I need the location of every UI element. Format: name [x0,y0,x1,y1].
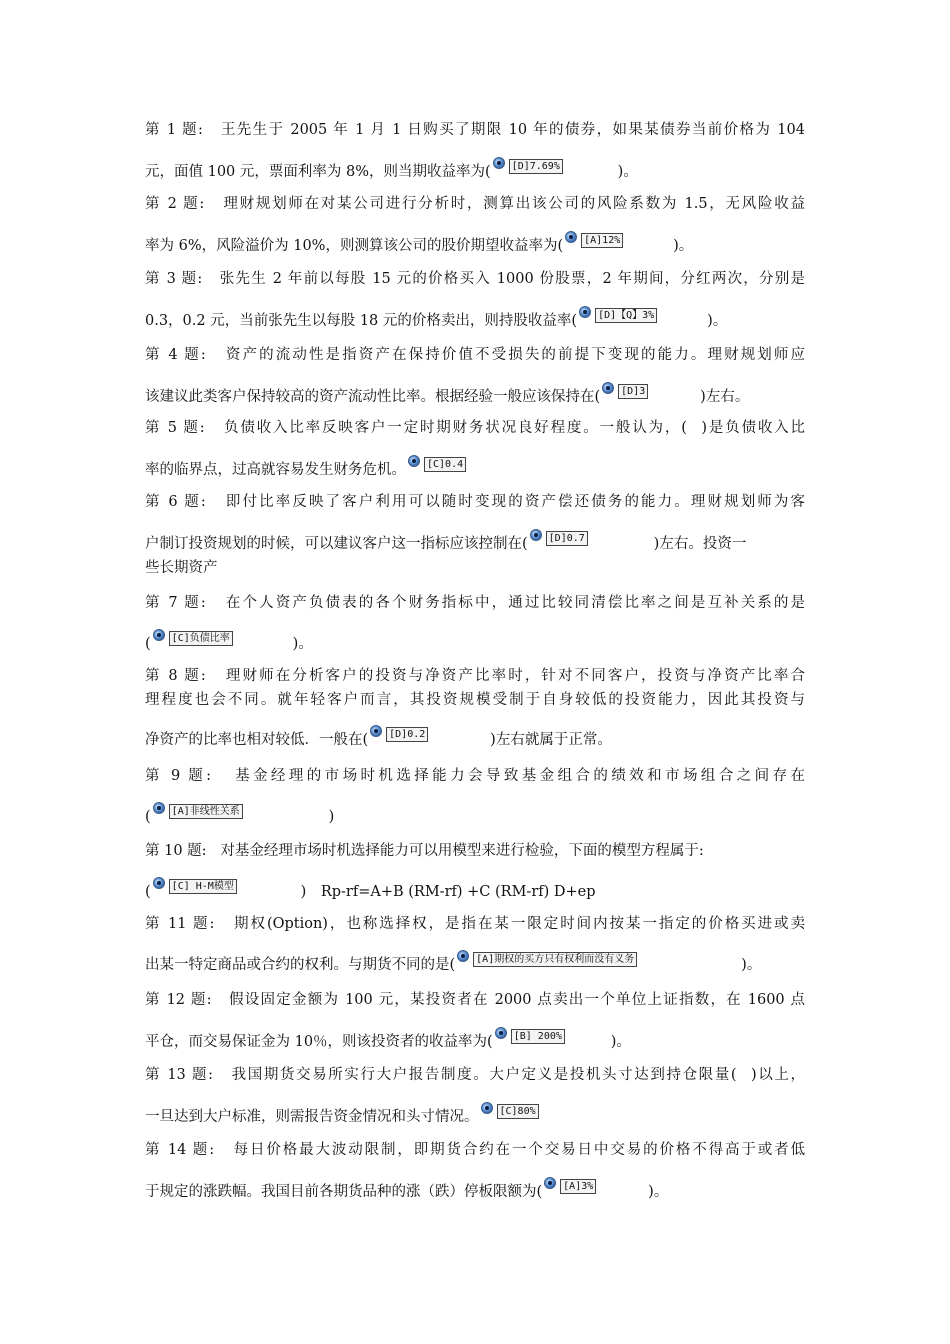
answer-option[interactable] [370,727,490,739]
answer-option[interactable] [544,1179,648,1191]
answer-option[interactable] [495,1029,611,1041]
answer-text: [C] H-M模型 [169,879,237,894]
answer-text: [C]80% [497,1104,539,1119]
answer-text: [A]非线性关系 [169,804,243,819]
question-8: 第 8 题: 理财师在分析客户的投资与净资产比率时，针对不同客户，投资与净资产比率合 理程度也会不同。就年轻客户而言，其投资规模受制于自身较低的投资能力，因此其投资与 净资产的比率也相对较低．一般在( [D]0.2 )左右就属于正常。 [145,668,806,748]
question-6: 第 6 题: 即付比率反映了客户利用可以随时变现的资产偿还债务的能力。理财规划师为客 户制订投资规划的时候，可以建议客户这一指标应该控制在( [D]0.7 )左右。投资一 些长期资产 [145,494,806,576]
answer-text: [A]期权的买方只有权利而没有义务 [473,952,637,967]
answer-text: [D]3 [618,384,648,399]
question-10: 第 10 题: 对基金经理市场时机选择能力可以用模型来进行检验，下面的模型方程属于: ( [C] H-M模型 ) Rp-rf=A+B (RM-rf) +C (RM-rf) D+ep [145,843,704,900]
answer-option[interactable] [408,457,498,469]
question-1: 第 1 题: 王先生于 2005 年 1 月 1 日购买了期限 10 年的债券，如果某债券当前价格为 104 元，面值 100 元，票面利率为 8%，则当期收益率为( [D]7.69% )。 [145,122,805,180]
answer-option[interactable] [565,233,673,245]
question-2: 第 2 题: 理财规划师在对某公司进行分析时，测算出该公司的风险系数为 1.5，无风险收益 率为 6%，风险溢价为 10%，则测算该公司的股价期望收益率为( [A]12% )。 [145,196,805,254]
radio-selected-icon[interactable] [408,455,420,467]
answer-text: [D]7.69% [509,159,563,174]
radio-selected-icon[interactable] [153,877,165,889]
radio-selected-icon[interactable] [565,231,577,243]
question-13: 第 13 题: 我国期货交易所实行大户报告制度。大户定义是投机头寸达到持仓限量( )以上， 一旦达到大户标准，则需报告资金情况和头寸情况。 [C]80% [145,1067,806,1125]
question-12: 第 12 题: 假设固定金额为 100 元，某投资者在 2000 点卖出一个单位上证指数，在 1600 点 平仓，而交易保证金为 10％，则该投资者的收益率为( [B] 200% )。 [145,992,806,1050]
answer-text: [C]负债比率 [169,631,233,646]
answer-text: [D]0.7 [546,531,588,546]
radio-selected-icon[interactable] [481,1102,493,1114]
question-7: 第 7 题: 在个人资产负债表的各个财务指标中，通过比较同清偿比率之间是互补关系的是 ( [C]负债比率 )。 [145,595,806,652]
radio-selected-icon[interactable] [370,725,382,737]
answer-option[interactable] [153,804,329,816]
radio-selected-icon[interactable] [153,802,165,814]
radio-selected-icon[interactable] [530,529,542,541]
radio-selected-icon[interactable] [579,306,591,318]
answer-option[interactable] [481,1104,571,1116]
radio-selected-icon[interactable] [493,157,505,169]
answer-text: [D]0.2 [386,727,428,742]
answer-option[interactable] [530,531,654,543]
radio-selected-icon[interactable] [457,950,469,962]
radio-selected-icon[interactable] [153,629,165,641]
question-4: 第 4 题: 资产的流动性是指资产在保持价值不受损失的前提下变现的能力。理财规划师应 该建议此类客户保持较高的资产流动性比率。根据经验一般应该保持在( [D]3 )左右。 [145,347,806,405]
question-3: 第 3 题: 张先生 2 年前以每股 15 元的价格买入 1000 份股票，2 年期间，分红两次，分别是 0.3，0.2 元，当前张先生以每股 18 元的价格卖出，则持股收益率( [D]【Q】3% )。 [145,271,805,329]
answer-option[interactable] [153,631,293,643]
answer-option[interactable] [579,308,707,320]
answer-option[interactable] [457,952,741,964]
answer-option[interactable] [153,879,301,891]
answer-text: [C]0.4 [424,457,466,472]
question-14: 第 14 题: 每日价格最大波动限制，即期货合约在一个交易日中交易的价格不得高于或者低 于规定的涨跌幅。我国目前各期货品种的涨（跌）停板限额为( [A]3% )。 [145,1142,806,1200]
radio-selected-icon[interactable] [495,1027,507,1039]
answer-text: [A]3% [560,1179,596,1194]
radio-selected-icon[interactable] [544,1177,556,1189]
answer-option[interactable] [493,159,618,171]
question-5: 第 5 题: 负债收入比率反映客户一定时期财务状况良好程度。一般认为，( )是负债收入比 率的临界点，过高就容易发生财务危机。 [C]0.4 [145,420,806,478]
answer-text: [A]12% [581,233,623,248]
answer-text: [B] 200% [511,1029,565,1044]
question-11: 第 11 题: 期权(Option)，也称选择权，是指在某一限定时间内按某一指定的价格买进或卖 出某一特定商品或合约的权利。与期货不同的是( [A]期权的买方只有权利而没有义务 )。 [145,916,806,973]
question-9: 第 9 题: 基金经理的市场时机选择能力会导致基金组合的绩效和市场组合之间存在 ( [A]非线性关系 ) [145,768,805,825]
radio-selected-icon[interactable] [602,382,614,394]
answer-text: [D]【Q】3% [595,308,657,323]
answer-option[interactable] [602,384,700,396]
